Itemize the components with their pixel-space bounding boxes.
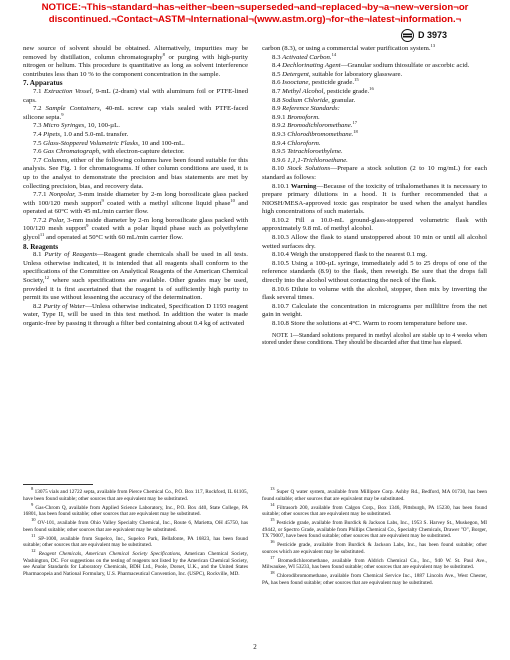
- paragraph-8-10-3: 8.10.3 Allow the flask to stand unstoppered about 10 min or until all alcohol wetted surfaces dry.: [262, 234, 487, 250]
- paragraph-8-10-4: 8.10.4 Weigh the unstoppered flask to the nearest 0.1 mg.: [272, 251, 428, 259]
- paragraph-8-9: 8.9 Reference Standards:: [272, 105, 340, 113]
- footnote-divider: [23, 484, 93, 485]
- footnote: $^{18}$ Chlorodibromomethane, available from Chemical Service Inc., 1887 Lincoln Ave., West Chester, PA, has been found suitable; other sources that are equivalent may be substituted.: [262, 570, 487, 586]
- footnote: $^{11}$ SP-1000, available from Supelco, Inc., Supelco Park, Bellafonte, PA 16823, has been found suitable; other sources that are equivalent may be substituted.: [23, 532, 248, 548]
- paragraph-8-4: 8.4 Dechlorinating Agent—Granular sodium thiosulfate or ascorbic acid.: [272, 62, 470, 70]
- footnote: $^8$ 13075 vials and 12722 septa, available from Pierce Chemical Co., P.O. Box 117, Rockford, IL 61105, have been found suitable; other sources that are equivalent may be substituted.: [23, 486, 248, 502]
- paragraph-7-7: 7.7 Columns, either of the following columns have been found suitable for this analysis. See Fig. 1 for chromatograms. If other column conditions are used, it is up to the analyst to demonstrate the precision and bias statements are met by collecting precision, bias, and recovery data.: [23, 156, 248, 190]
- paragraph-8-10-2: 8.10.2 Fill a 10.0-mL ground-glass-stoppered volumetric flask with approximately 9.8 mL of methyl alcohol.: [262, 216, 487, 233]
- footnotes-left: [23, 486, 248, 580]
- paragraph: carbon (8.3), or using a commercial water purification system.$^{13}$: [262, 43, 436, 52]
- right-column: [262, 45, 487, 348]
- left-column: [23, 45, 248, 329]
- paragraph-7-4: 7.4 Pipets, 1.0 and 5.0-mL transfer.: [33, 130, 129, 138]
- paragraph-8-3: 8.3 Activated Carbon.$^{14}$: [272, 51, 337, 61]
- paragraph-7-7-1: 7.7.1 Nonpolar, 3-mm inside diameter by 2-m long borosilicate glass packed with 100/120 mesh support$^9$ coated with a methyl silicone liquid phase$^{10}$ and operated at 60°C with 45 mL/min carrier flow.: [23, 191, 248, 216]
- paragraph-7-2: 7.2 Sample Containers, 40-mL screw cap vials sealed with PTFE-faced silicone septa.$^9$: [23, 105, 248, 121]
- paragraph-8-8: 8.8 Sodium Chloride, granular.: [272, 96, 356, 104]
- paragraph-8-9-2: 8.9.2 Bromodichloromethane.$^{17}$: [272, 120, 358, 130]
- note-1: NOTE 1—Standard solutions prepared in methyl alcohol are stable up to 4 weeks when stored under these conditions. They should be discarded after that time has elapsed.: [262, 332, 487, 347]
- paragraph: new source of solvent should be obtained. Alternatively, impurities may be removed by distillation, column chromatography$^8$ or purging with high-purity nitrogen or helium. This procedure is quantitative as long as solvent interference contributes less than 10 % to the component concentration in the sample.: [23, 45, 248, 78]
- notice-line-1: NOTICE:¬This¬standard¬has¬either¬been¬superseded¬and¬replaced¬by¬a¬new¬version¬or: [41, 2, 469, 13]
- paragraph-7-7-2: 7.7.2 Polar, 3-mm inside diameter by 2-m long borosilicate glass packed with 100/120 mesh support$^9$ coated with a polar liquid phase such as polyethylene glycol$^{11}$ and operated at 50°C with 60 mL/min carrier flow.: [23, 216, 249, 242]
- paragraph-8-10-8: 8.10.8 Store the solutions at 4°C. Warm to room temperature before use.: [272, 320, 468, 327]
- paragraph-7-1: 7.1 Extraction Vessel, 9-mL (2-dram) vial with aluminum foil or PTFE-lined caps.: [23, 87, 248, 104]
- footnote: $^{12}$ Reagent Chemicals, American Chemical Society Specifications, American Chemical Society, Washington, DC. For suggestions on the testing of reagents not listed by the American Chemical Society, see Analar Standards for Laboratory Chemicals, BDH Ltd., Poole, Dorset, U.K., and the United States Pharmacopeia and National Formulary, U.S. Pharmaceutical Convention, Inc. (USPC), Rockville, MD.: [23, 548, 248, 577]
- paragraph-8-7: 8.7 Methyl Alcohol, pesticide grade.$^{16}$: [272, 85, 374, 95]
- notice-line-2: discontinued.¬Contact¬ASTM¬International¬(www.astm.org)¬for¬the¬latest¬information.¬: [48, 14, 462, 25]
- paragraph-8-9-6: 8.9.6 1,1,1-Trichloroethane.: [272, 156, 348, 164]
- page-number: 2: [253, 643, 257, 651]
- paragraph-8-9-5: 8.9.5 Tetrachloroethylene.: [272, 148, 343, 156]
- paragraph-8-9-4: 8.9.4 Chloroform.: [272, 139, 321, 147]
- designation: D 3973: [418, 30, 448, 40]
- footnote: $^{16}$ Pesticide grade, available from Burdick & Jackson Labs, Inc., has been found suitable; other sources which are equivalent may be substituted.: [262, 539, 487, 555]
- paragraph-8-10-5: 8.10.5 Using a 100-µL syringe, immediately add 5 to 25 drops of one of the reference standards (8.9) to the flask, then reweigh. Be sure that the drops fall directly into the alcohol without contacting the neck of the flask.: [262, 259, 487, 285]
- paragraph-8-10: 8.10 Stock Solutions—Prepare a stock solution (2 to 10 mg/mL) for each standard as follows:: [262, 165, 488, 181]
- supersession-notice: [0, 2, 510, 26]
- astm-logo-icon: [400, 29, 415, 42]
- footnote: $^{17}$ Bromodichloromethane, available from Aldrich Chemical Co., Inc., 940 W. St. Paul Ave., Milwaukee, WI 53233, has been found suitable; other sources that are equivalent may be substituted.: [262, 554, 487, 570]
- paragraph-7-5: 7.5 Glass-Stoppered Volumetric Flasks, 10 and 100-mL.: [33, 139, 185, 147]
- paragraph-8-1: 8.1 Purity of Reagents—Reagent grade chemicals shall be used in all tests. Unless otherwise indicated, it is intended that all reagents shall conform to the specifications of the Committee on Analytical Reagents of the American Chemical Society,$^{12}$ where such specifications are available. Other grades may be used, provided it is first ascertained that the reagent is of sufficiently high purity to permit its use without lessening the accuracy of the determination.: [23, 251, 248, 302]
- section-heading-apparatus: 7. Apparatus: [23, 79, 63, 88]
- footnote: $^9$ Gas-Chrom Q, available from Applied Science Laboratory, Inc., P.O. Box 440, State College, PA 16801, has been found suitable; other sources that are equivalent may be substituted.: [23, 501, 248, 517]
- footnote: $^{10}$ OV-101, available from Ohio Valley Specialty Chemical, Inc., Route 6, Marietta, OH 45750, has been found suitable; other sources that are equivalent may be substituted.: [23, 517, 248, 533]
- footnote: $^{15}$ Pesticide grade, available from Burdick & Jackson Labs, Inc., 1953 S. Harvey St., Muskegon, MI 49442, or Spectro Grade, available from Phillips Chemical Co., Specialty Chemicals, Drawer "O", Borger, TX 79007, have been found suitable; other sources that are equivalent may be substituted.: [262, 517, 487, 539]
- paragraph-8-10-7: 8.10.7 Calculate the concentration in micrograms per millilitre from the net gain in weight.: [262, 302, 487, 319]
- paragraph-7-6: 7.6 Gas Chromatograph, with electron-capture detector.: [33, 148, 185, 156]
- paragraph-8-9-1: 8.9.1 Bromoform.: [272, 113, 320, 121]
- section-heading-reagents: 8. Reagents: [23, 242, 59, 251]
- paragraph-8-2: 8.2 Purity of Water—Unless otherwise indicated, Specification D 1193 reagent water, Type II, will be used in this test method. In addition the water is made organic-free by passing it through a filter bed containing about 0.4 kg of activated: [23, 302, 249, 327]
- paragraph-8-10-6: 8.10.6 Dilute to volume with the alcohol, stopper, then mix by inverting the flask several times.: [262, 285, 487, 302]
- paragraph-8-5: 8.5 Detergent, suitable for laboratory glassware.: [272, 70, 403, 78]
- footnote: $^{13}$ Super Q water system, available from Millipore Corp. Ashby Rd., Bedford, MA 01730, has been found suitable; other sources that are equivalent may be substituted.: [262, 486, 487, 502]
- footnote: $^{14}$ Filtrasorb 200, available from Calgon Corp., Box 1346, Pittsburgh, PA 15230, has been found suitable; other sources that are equivalent may be substituted.: [262, 501, 487, 517]
- paragraph-8-9-3: 8.9.3 Chlorodibromomethane.$^{18}$: [272, 128, 358, 138]
- footnotes-right: [262, 486, 487, 589]
- paragraph-8-10-1: 8.10.1 Warning—Because of the toxicity of trihalomethanes it is necessary to prepare primary dilutions in a hood. It is further recommended that a NIOSH/MESA-approved toxic gas respirator be used when the analyst handles high concentrations of such materials.: [262, 182, 488, 216]
- paragraph-7-3: 7.3 Micro Syringes, 10, 100-µL.: [33, 122, 120, 130]
- paragraph-8-6: 8.6 Isooctane, pesticide grade.$^{15}$: [272, 77, 359, 87]
